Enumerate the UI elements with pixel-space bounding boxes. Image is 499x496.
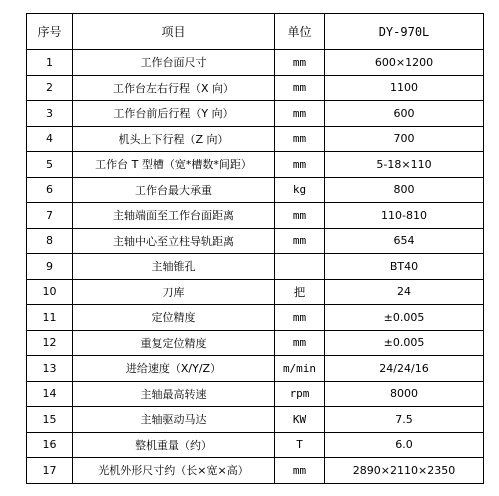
row-value: 1100 <box>325 75 484 101</box>
row-no: 11 <box>27 305 73 331</box>
header-item: 项目 <box>73 14 275 50</box>
row-item: 主轴锥孔 <box>73 254 275 280</box>
row-unit: mm <box>275 203 325 229</box>
row-unit: m/min <box>275 356 325 382</box>
header-model: DY-970L <box>325 14 484 50</box>
row-value: ±0.005 <box>325 305 484 331</box>
row-no: 17 <box>27 458 73 484</box>
row-unit: mm <box>275 126 325 152</box>
row-no: 6 <box>27 177 73 203</box>
row-item: 光机外形尺寸约（长×宽×高） <box>73 458 275 484</box>
table-row <box>27 50 484 76</box>
row-no: 3 <box>27 101 73 127</box>
row-item: 工作台 T 型槽（宽*槽数*间距） <box>73 152 275 178</box>
row-no: 10 <box>27 279 73 305</box>
row-value: 800 <box>325 177 484 203</box>
row-item: 工作台前后行程（Y 向） <box>73 101 275 127</box>
table-row <box>27 407 484 433</box>
row-unit: 把 <box>275 279 325 305</box>
row-no: 9 <box>27 254 73 280</box>
table-row <box>27 203 484 229</box>
row-unit: mm <box>275 152 325 178</box>
table-row <box>27 356 484 382</box>
row-value: 600×1200 <box>325 50 484 76</box>
row-unit: mm <box>275 458 325 484</box>
table-row <box>27 126 484 152</box>
row-item: 重复定位精度 <box>73 330 275 356</box>
row-no: 15 <box>27 407 73 433</box>
row-unit: KW <box>275 407 325 433</box>
row-value: 6.0 <box>325 432 484 458</box>
table-row <box>27 279 484 305</box>
row-no: 4 <box>27 126 73 152</box>
spec-table <box>26 13 484 484</box>
table-row <box>27 152 484 178</box>
row-no: 16 <box>27 432 73 458</box>
row-value: 24 <box>325 279 484 305</box>
row-unit <box>275 254 325 280</box>
row-value: 7.5 <box>325 407 484 433</box>
row-value: BT40 <box>325 254 484 280</box>
row-unit: mm <box>275 101 325 127</box>
row-value: 24/24/16 <box>325 356 484 382</box>
row-no: 13 <box>27 356 73 382</box>
row-unit: rpm <box>275 381 325 407</box>
row-value: 2890×2110×2350 <box>325 458 484 484</box>
row-unit: mm <box>275 50 325 76</box>
table-row <box>27 432 484 458</box>
row-value: 654 <box>325 228 484 254</box>
row-item: 整机重量（约） <box>73 432 275 458</box>
row-unit: T <box>275 432 325 458</box>
row-item: 主轴驱动马达 <box>73 407 275 433</box>
row-value: ±0.005 <box>325 330 484 356</box>
row-item: 主轴端面至工作台面距离 <box>73 203 275 229</box>
header-unit: 单位 <box>275 14 325 50</box>
row-item: 定位精度 <box>73 305 275 331</box>
row-unit: mm <box>275 330 325 356</box>
row-item: 工作台左右行程（X 向） <box>73 75 275 101</box>
row-value: 8000 <box>325 381 484 407</box>
table-row <box>27 330 484 356</box>
row-unit: mm <box>275 75 325 101</box>
table-row <box>27 177 484 203</box>
row-item: 工作台面尺寸 <box>73 50 275 76</box>
table-row <box>27 458 484 484</box>
table-row <box>27 75 484 101</box>
table-header <box>27 14 484 50</box>
row-item: 进给速度（X/Y/Z） <box>73 356 275 382</box>
row-unit: mm <box>275 228 325 254</box>
table-body <box>27 50 484 484</box>
row-no: 2 <box>27 75 73 101</box>
table-row <box>27 101 484 127</box>
table-row <box>27 305 484 331</box>
row-no: 12 <box>27 330 73 356</box>
row-value: 5-18×110 <box>325 152 484 178</box>
row-value: 600 <box>325 101 484 127</box>
row-item: 主轴中心至立柱导轨距离 <box>73 228 275 254</box>
row-no: 1 <box>27 50 73 76</box>
row-value: 700 <box>325 126 484 152</box>
row-item: 主轴最高转速 <box>73 381 275 407</box>
row-no: 8 <box>27 228 73 254</box>
table-row <box>27 381 484 407</box>
row-item: 机头上下行程（Z 向） <box>73 126 275 152</box>
row-no: 5 <box>27 152 73 178</box>
table-row <box>27 228 484 254</box>
header-row <box>27 14 484 50</box>
row-no: 7 <box>27 203 73 229</box>
row-unit: mm <box>275 305 325 331</box>
header-no: 序号 <box>27 14 73 50</box>
row-item: 工作台最大承重 <box>73 177 275 203</box>
row-no: 14 <box>27 381 73 407</box>
row-unit: kg <box>275 177 325 203</box>
row-value: 110-810 <box>325 203 484 229</box>
table-row <box>27 254 484 280</box>
row-item: 刀库 <box>73 279 275 305</box>
